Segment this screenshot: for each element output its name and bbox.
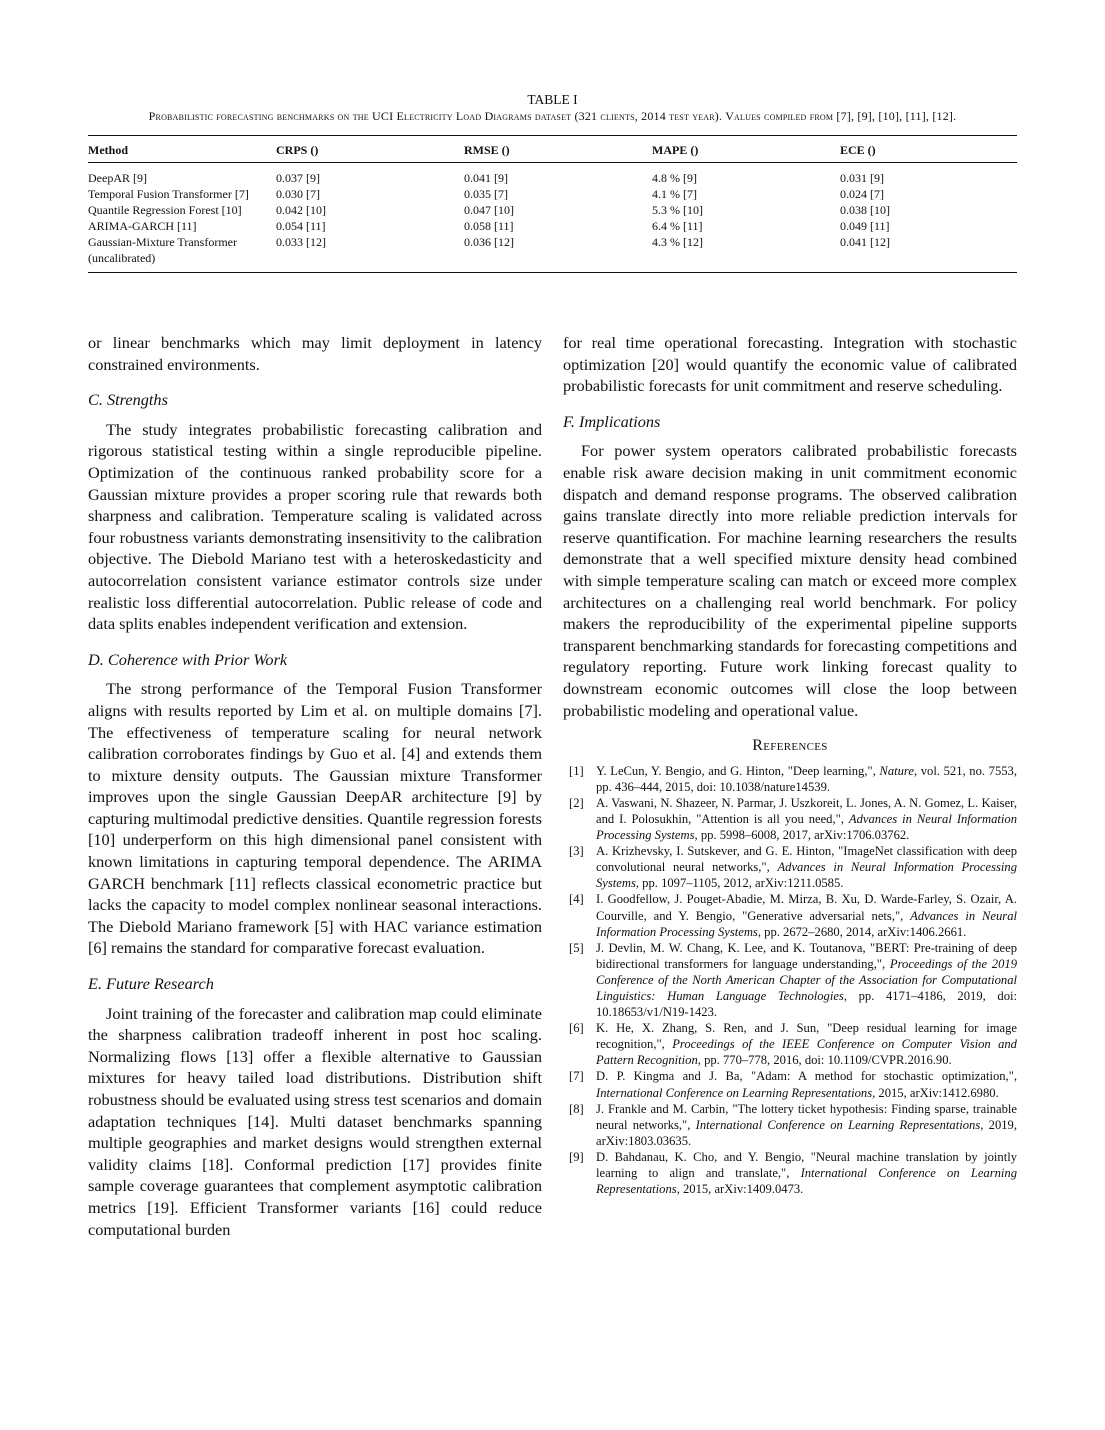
table-row [88, 163, 1017, 187]
section-heading-future: E. Future Research [88, 974, 214, 994]
reference-item [563, 1068, 1017, 1100]
reference-details: , pp. 770–778, 2016, doi: 10.1109/CVPR.2016.90. [697, 1053, 952, 1068]
table-caption: Probabilistic forecasting benchmarks on the UCI Electricity Load Diagrams dataset (321 clients, 2014 test year). Values compiled from [7], [9], [10], [11], [12]. [148, 109, 957, 123]
reference-number: [3] [569, 844, 584, 859]
reference-venue: Advances in Neural Information Processing Systems [596, 811, 1017, 843]
reference-venue: Nature [879, 763, 914, 778]
cell-ece: 0.031 [9] [840, 171, 884, 185]
reference-authors-title: Y. LeCun, Y. Bengio, and G. Hinton, "Deep learning,", [596, 763, 880, 778]
section-heading-implications: F. Implications [563, 411, 661, 431]
cell-rmse: 0.041 [9] [464, 171, 508, 185]
reference-venue: Advances in Neural Information Processing Systems [596, 860, 1017, 891]
benchmark-table [88, 135, 1017, 273]
cell-method: Gaussian-Mixture Transformer (uncalibrated) [88, 234, 276, 273]
references-heading: References [752, 737, 828, 755]
cell-method: Quantile Regression Forest [10] [88, 203, 242, 217]
reference-details: , pp. 1097–1105, 2012, arXiv:1211.0585. [635, 876, 844, 891]
cell-rmse: 0.058 [11] [464, 219, 514, 233]
reference-number: [4] [569, 892, 584, 907]
coherence-paragraph: The strong performance of the Temporal Fusion Transformer aligns with results reported by Lim et al. on multiple domains [7]. The effectiveness of temperature scaling for neural network calibration corroborates findings by Guo et al. [4] and extends them to mixture density outputs. The Gaussian mixture Transformer improves upon the single Gaussian DeepAR architecture [9] by capturing multimodal predictive densities. Quantile regression forests [10] underperform on this high dimensional panel consistent with known limitations in capturing temporal dependence. The ARIMA GARCH benchmark [11] reflects classical econometric practice but lacks the capacity to model complex nonlinear seasonal interactions. The Diebold Mariano framework [5] with HAC variance estimation [6] remains the standard for comparative forecast evaluation. [88, 679, 542, 958]
future-paragraph: Joint training of the forecaster and calibration map could eliminate the sharpness calibration tradeoff inherent in post hoc scaling. Normalizing flows [13] offer a flexible alternative to Gaussian mixtures for heavy tailed load distributions. Distribution shift robustness should be evaluated using stress test scenarios and domain adaptation techniques [14]. Multi dataset benchmarks spanning multiple geographies and market designs would strengthen external validity claims [18]. Conformal prediction [17] provides finite sample coverage guarantees that complement asymptotic calibration metrics [19]. Efficient Transformer variants [16] could reduce computational burden [88, 1003, 542, 1239]
reference-details: , vol. 521, no. 7553, pp. 436–444, 2015, doi: 10.1038/nature14539. [596, 763, 1018, 794]
left-column [88, 332, 542, 1240]
cell-ece: 0.049 [11] [840, 219, 890, 233]
reference-details: , pp. 2672–2680, 2014, arXiv:1406.2661. [757, 924, 967, 939]
table-label: TABLE I [527, 92, 578, 107]
cell-mape: 5.3 % [10] [652, 203, 703, 217]
header-method: Method [88, 136, 276, 163]
cell-mape: 4.8 % [9] [652, 171, 697, 185]
cell-mape: 4.3 % [12] [652, 234, 840, 273]
reference-item [563, 795, 1017, 843]
cell-method: ARIMA-GARCH [11] [88, 219, 197, 233]
table-row [88, 234, 1017, 273]
section-heading-strengths: C. Strengths [88, 390, 168, 410]
implications-paragraph: For power system operators calibrated probabilistic forecasts enable risk aware decision making in unit commitment economic dispatch and demand response programs. The observed calibration gains translate directly into more reliable prediction intervals for reserve quantification. For machine learning researchers the results demonstrate that a well specified mixture density head combined with simple temperature scaling can match or exceed more complex architectures on a challenging real world benchmark. For policy makers the reproducibility of the experimental pipeline supports transparent benchmarking standards for forecasting competitions and regulatory reporting. Future work linking forecast quality to downstream economic outcomes will close the loop between probabilistic modeling and operational value. [563, 441, 1017, 720]
table-header-row [88, 136, 1017, 163]
cell-ece: 0.041 [12] [840, 234, 1017, 273]
reference-venue: International Conference on Learning Representations [596, 1085, 873, 1100]
reference-item [563, 1020, 1017, 1068]
reference-number: [6] [569, 1021, 584, 1036]
cell-rmse: 0.047 [10] [464, 203, 514, 217]
cell-mape: 4.1 % [7] [652, 187, 697, 201]
reference-authors-title: D. P. Kingma and J. Ba, "Adam: A method for stochastic optimization,", [596, 1069, 1017, 1084]
reference-details: , 2019, arXiv:1803.03635. [596, 1117, 1017, 1148]
reference-item [563, 763, 1017, 795]
cell-rmse: 0.036 [12] [464, 234, 652, 273]
reference-details: , pp. 5998–6008, 2017, arXiv:1706.03762. [694, 828, 910, 843]
continued-paragraph: for real time operational forecasting. Integration with stochastic optimization [20] would quantify the economic value of calibrated probabilistic forecasts for unit commitment and reserve scheduling. [563, 333, 1017, 396]
cell-crps: 0.042 [10] [276, 203, 326, 217]
cell-crps: 0.037 [9] [276, 171, 320, 185]
reference-authors-title: K. He, X. Zhang, S. Ren, and J. Sun, "Deep residual learning for image recognition,", [596, 1021, 1017, 1052]
cell-rmse: 0.035 [7] [464, 187, 508, 201]
reference-authors-title: I. Goodfellow, J. Pouget-Abadie, M. Mirza, B. Xu, D. Warde-Farley, S. Ozair, A. Courville, and Y. Bengio, "Generative adversarial nets,", [596, 892, 1017, 923]
section-heading-coherence: D. Coherence with Prior Work [88, 649, 288, 669]
reference-venue: Advances in Neural Information Processing Systems [596, 908, 1017, 939]
header-mape: MAPE () [652, 136, 840, 163]
table-row [88, 186, 1017, 202]
reference-details: , 2015, arXiv:1409.0473. [676, 1182, 804, 1197]
reference-number: [7] [569, 1069, 584, 1084]
reference-venue: International Conference on Learning Representations [695, 1117, 981, 1132]
reference-authors-title: J. Devlin, M. W. Chang, K. Lee, and K. Toutanova, "BERT: Pre-training of deep bidirectional transformers for language understanding,", [596, 940, 1017, 971]
reference-authors-title: D. Bahdanau, K. Cho, and Y. Bengio, "Neural machine translation by jointly learning to align and translate,", [596, 1149, 1017, 1181]
strengths-paragraph: The study integrates probabilistic forecasting calibration and rigorous statistical testing within a single reproducible pipeline. Optimization of the continuous ranked probability score for a Gaussian mixture provides a proper scoring rule that rewards both sharpness and calibration. Temperature scaling is validated across four robustness variants demonstrating insensitivity to the calibration objective. The Diebold Mariano test with a heteroskedasticity and autocorrelation consistent variance estimator controls size under realistic loss differential autocorrelation. Public release of code and data splits enables independent verification and extension. [88, 419, 542, 634]
reference-details: , pp. 4171–4186, 2019, doi: 10.18653/v1/N19-1423. [596, 989, 1017, 1020]
right-column [563, 332, 1017, 1197]
table-row [88, 218, 1017, 234]
benchmark-table-block [88, 92, 1017, 273]
references-list [563, 763, 1017, 1198]
reference-number: [8] [569, 1101, 584, 1116]
cell-method: DeepAR [9] [88, 171, 147, 185]
reference-venue: Proceedings of the 2019 Conference of the North American Chapter of the Association for Computational Linguistics: Human Language Technologies [596, 956, 1017, 1003]
reference-number: [1] [569, 763, 584, 778]
cell-ece: 0.038 [10] [840, 203, 890, 217]
reference-item [563, 940, 1017, 1020]
header-ece: ECE () [840, 136, 1017, 163]
reference-number: [5] [569, 940, 584, 955]
reference-details: , 2015, arXiv:1412.6980. [872, 1085, 999, 1100]
intro-paragraph: or linear benchmarks which may limit deployment in latency constrained environments. [88, 333, 542, 374]
cell-crps: 0.054 [11] [276, 219, 326, 233]
reference-authors-title: A. Vaswani, N. Shazeer, N. Parmar, J. Uszkoreit, L. Jones, A. N. Gomez, L. Kaiser, and I. Polosukhin, "Attention is all you need,", [596, 795, 1017, 826]
reference-venue: Proceedings of the IEEE Conference on Computer Vision and Pattern Recognition [596, 1037, 1017, 1068]
reference-number: [9] [569, 1149, 584, 1164]
reference-venue: International Conference on Learning Representations [596, 1166, 1018, 1197]
reference-item [563, 1101, 1017, 1149]
cell-mape: 6.4 % [11] [652, 219, 703, 233]
reference-authors-title: J. Frankle and M. Carbin, "The lottery ticket hypothesis: Finding sparse, trainable neural networks,", [596, 1101, 1017, 1132]
header-rmse: RMSE () [464, 136, 652, 163]
cell-ece: 0.024 [7] [840, 187, 884, 201]
reference-number: [2] [569, 795, 584, 810]
reference-item [563, 891, 1017, 939]
reference-item [563, 1149, 1017, 1197]
cell-crps: 0.030 [7] [276, 187, 320, 201]
table-row [88, 202, 1017, 218]
reference-authors-title: A. Krizhevsky, I. Sutskever, and G. E. Hinton, "ImageNet classification with deep convolutional neural networks,", [596, 844, 1017, 875]
cell-method: Temporal Fusion Transformer [7] [88, 187, 249, 201]
reference-item [563, 843, 1017, 891]
cell-crps: 0.033 [12] [276, 234, 464, 273]
header-crps: CRPS () [276, 136, 464, 163]
